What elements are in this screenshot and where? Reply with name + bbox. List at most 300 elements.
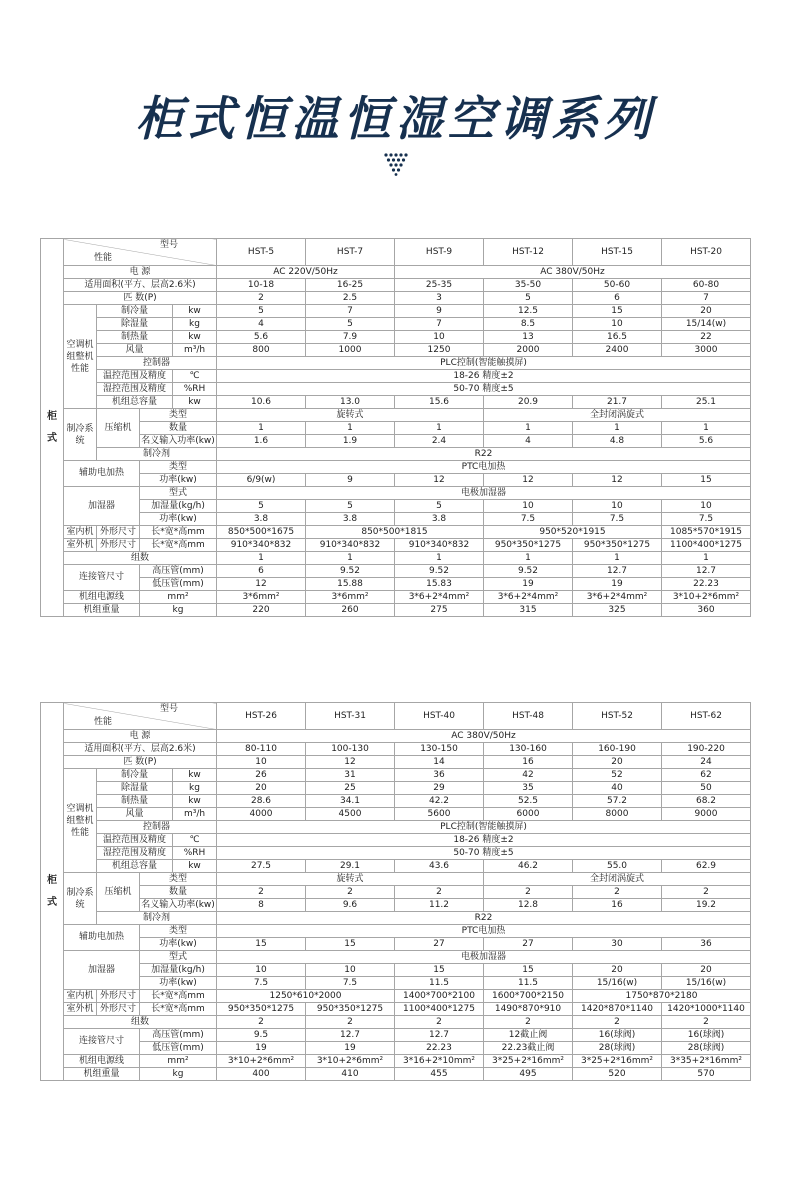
ac-unit-label: 空调机组整机性能	[64, 305, 97, 409]
hp-value: 7	[662, 292, 751, 305]
hp-pipe-value: 12.7	[306, 1029, 395, 1042]
total-capacity-value: 62.9	[662, 860, 751, 873]
heater-power-value: 9	[306, 474, 395, 487]
controller-value: PLC控制(智能触摸屏)	[217, 357, 751, 370]
lp-pipe-value: 22.23	[662, 578, 751, 591]
cooling-value: 12.5	[484, 305, 573, 318]
outdoor-size-value: 1420*1000*1140	[662, 1003, 751, 1016]
weight-value: 315	[484, 604, 573, 617]
total-capacity-value: 29.1	[306, 860, 395, 873]
heating-value: 5.6	[217, 331, 306, 344]
compressor-qty-value: 1	[484, 422, 573, 435]
rated-power-label: 名义输入功率(kw)	[141, 435, 215, 446]
total-capacity-value: 10.6	[217, 396, 306, 409]
unit-label: mm²	[140, 1055, 217, 1068]
qty-label: 数量	[140, 422, 217, 435]
weight-value: 260	[306, 604, 395, 617]
refrigerant-value: R22	[217, 912, 751, 925]
weight-value: 400	[217, 1068, 306, 1081]
heater-power-value: 12	[395, 474, 484, 487]
cable-value: 3*25+2*16mm²	[484, 1055, 573, 1068]
unit-label: kg	[140, 1068, 217, 1081]
airflow-value: 2400	[573, 344, 662, 357]
dehumidify-value: 40	[573, 782, 662, 795]
indoor-size-value: 1400*700*2100	[395, 990, 484, 1003]
hum-amount-value: 5	[395, 500, 484, 513]
heating-value: 7.9	[306, 331, 395, 344]
indoor-size-value: 1085*570*1915	[662, 526, 751, 539]
groups-label: 组数	[64, 552, 217, 565]
total-label: 机组总容量	[97, 396, 173, 409]
spec-table-2	[40, 702, 751, 1081]
outdoor-size-value: 950*350*1275	[217, 1003, 306, 1016]
groups-value: 2	[662, 1016, 751, 1029]
unit-label: %RH	[173, 847, 217, 860]
total-capacity-value: 46.2	[484, 860, 573, 873]
cable-label: 机组电源线	[64, 591, 140, 604]
hum-amount-value: 15	[395, 964, 484, 977]
heating-value: 52.5	[484, 795, 573, 808]
cable-label: 机组电源线	[64, 1055, 140, 1068]
airflow-value: 6000	[484, 808, 573, 821]
hp-label: 匹 数(P)	[64, 292, 217, 305]
hum-power-value: 11.5	[484, 977, 573, 990]
heating-value: 34.1	[306, 795, 395, 808]
hp-pipe-value: 6	[217, 565, 306, 578]
unit-label: kg	[140, 604, 217, 617]
cable-value: 3*10+2*6mm²	[306, 1055, 395, 1068]
compressor-qty-value: 2	[573, 886, 662, 899]
hp-pipe-value: 12截止阀	[484, 1029, 573, 1042]
cable-value: 3*6mm²	[306, 591, 395, 604]
model-header: HST-20	[662, 239, 751, 266]
power-label: 电 源	[64, 266, 217, 279]
dehum-label: 除湿量	[97, 782, 173, 795]
cable-value: 3*10+2*6mm²	[662, 591, 751, 604]
humidifier-label: 加湿器	[64, 951, 140, 990]
groups-value: 1	[395, 552, 484, 565]
dehumidify-value: 4	[217, 318, 306, 331]
ac-unit-label: 空调机组整机性能	[64, 769, 97, 873]
cable-value: 3*35+2*16mm²	[662, 1055, 751, 1068]
heating-value: 28.6	[217, 795, 306, 808]
pipe-label: 连接管尺寸	[64, 565, 140, 591]
unit-label: kw	[173, 396, 217, 409]
cooling-value: 36	[395, 769, 484, 782]
hp-value: 2	[217, 292, 306, 305]
hp-pipe-label: 高压管(mm)	[140, 1029, 217, 1042]
unit-label: kw	[173, 769, 217, 782]
refrigerant-value: R22	[217, 448, 751, 461]
cable-value: 3*6mm²	[217, 591, 306, 604]
hp-label: 匹 数(P)	[64, 756, 217, 769]
total-capacity-value: 20.9	[484, 396, 573, 409]
airflow-value: 4000	[217, 808, 306, 821]
hp-pipe-value: 9.5	[217, 1029, 306, 1042]
airflow-value: 1000	[306, 344, 395, 357]
hum-amount-value: 10	[573, 500, 662, 513]
airflow-value: 4500	[306, 808, 395, 821]
cable-value: 3*25+2*16mm²	[573, 1055, 662, 1068]
groups-value: 1	[484, 552, 573, 565]
hum-label: 湿控范围及精度	[97, 383, 173, 396]
cool-label: 制冷量	[97, 305, 173, 318]
qty-label: 数量	[140, 886, 217, 899]
weight-label: 机组重量	[64, 604, 140, 617]
total-capacity-value: 13.0	[306, 396, 395, 409]
compressor-label: 压缩机	[97, 873, 140, 912]
lwh-label: 长*宽*高mm	[140, 539, 217, 552]
heater-power-value: 15	[217, 938, 306, 951]
total-capacity-value: 21.7	[573, 396, 662, 409]
weight-label: 机组重量	[64, 1068, 140, 1081]
form-label: 型式	[140, 951, 217, 964]
air-label: 风量	[97, 344, 173, 357]
groups-value: 2	[484, 1016, 573, 1029]
heating-value: 10	[395, 331, 484, 344]
cooling-value: 5	[217, 305, 306, 318]
groups-value: 1	[662, 552, 751, 565]
model-header: HST-5	[217, 239, 306, 266]
hp-value: 6	[573, 292, 662, 305]
unit-label: mm²	[140, 591, 217, 604]
model-label: 型号	[159, 240, 178, 250]
area-value: 130-150	[395, 743, 484, 756]
model-header: HST-7	[306, 239, 395, 266]
unit-label: kw	[173, 860, 217, 873]
cabinet-label: 柜 式	[41, 239, 64, 617]
aux-heat-label: 辅助电加热	[64, 925, 140, 951]
heater-power-value: 6/9(w)	[217, 474, 306, 487]
unit-label: kg	[173, 318, 217, 331]
humidifier-type-value: 电极加湿器	[217, 951, 751, 964]
outdoor-size-value: 1420*870*1140	[573, 1003, 662, 1016]
hum-power-value: 15/16(w)	[573, 977, 662, 990]
air-label: 风量	[97, 808, 173, 821]
dehumidify-value: 25	[306, 782, 395, 795]
hum-amount-value: 5	[306, 500, 395, 513]
hum-power-value: 7.5	[573, 513, 662, 526]
groups-value: 1	[306, 552, 395, 565]
model-header: HST-62	[662, 703, 751, 730]
size-label: 外形尺寸	[97, 539, 140, 552]
hum-amount-label: 加湿量(kg/h)	[140, 500, 217, 513]
groups-value: 2	[217, 1016, 306, 1029]
hp-pipe-value: 16(球阀)	[573, 1029, 662, 1042]
airflow-value: 1250	[395, 344, 484, 357]
dehumidify-value: 50	[662, 782, 751, 795]
power-kw-label: 功率(kw)	[140, 513, 217, 526]
heater-power-value: 12	[573, 474, 662, 487]
hp-pipe-value: 12.7	[395, 1029, 484, 1042]
hp-value: 5	[484, 292, 573, 305]
rated-power-label: 名义输入功率(kw)	[141, 899, 215, 910]
lp-pipe-value: 22.23	[395, 1042, 484, 1055]
hum-power-value: 3.8	[217, 513, 306, 526]
compressor-power-value: 4.8	[573, 435, 662, 448]
area-value: 35-50	[484, 279, 573, 292]
groups-value: 2	[573, 1016, 662, 1029]
hum-power-value: 7.5	[662, 513, 751, 526]
total-capacity-value: 15.6	[395, 396, 484, 409]
hp-value: 24	[662, 756, 751, 769]
model-header: HST-15	[573, 239, 662, 266]
performance-label: 性能	[94, 717, 113, 727]
area-label: 适用面积(平方、层高2.6米)	[64, 279, 217, 292]
compressor-qty-value: 2	[395, 886, 484, 899]
compressor-qty-value: 2	[662, 886, 751, 899]
compressor-power-value: 9.6	[306, 899, 395, 912]
lp-pipe-value: 15.83	[395, 578, 484, 591]
compressor-type: 旋转式	[217, 409, 484, 422]
heater-power-value: 27	[395, 938, 484, 951]
humidifier-label: 加湿器	[64, 487, 140, 526]
outdoor-label: 室外机	[64, 1003, 97, 1016]
indoor-size-value: 1250*610*2000	[217, 990, 395, 1003]
hum-amount-value: 10	[662, 500, 751, 513]
airflow-value: 5600	[395, 808, 484, 821]
heating-value: 16.5	[573, 331, 662, 344]
unit-label: kw	[173, 305, 217, 318]
dehumidify-value: 35	[484, 782, 573, 795]
cooling-value: 42	[484, 769, 573, 782]
total-label: 机组总容量	[97, 860, 173, 873]
lp-pipe-value: 15.88	[306, 578, 395, 591]
outdoor-size-value: 950*350*1275	[573, 539, 662, 552]
power-label: 电 源	[64, 730, 217, 743]
heater-type-value: PTC电加热	[217, 461, 751, 474]
compressor-type: 全封闭涡旋式	[484, 873, 751, 886]
type-label: 类型	[140, 873, 217, 886]
hp-value: 20	[573, 756, 662, 769]
total-capacity-value: 27.5	[217, 860, 306, 873]
lwh-label: 长*宽*高mm	[140, 526, 217, 539]
area-value: 160-190	[573, 743, 662, 756]
dehumidify-value: 5	[306, 318, 395, 331]
refrigerant-label: 制冷剂	[97, 448, 217, 461]
hp-pipe-value: 16(球阀)	[662, 1029, 751, 1042]
header-diagonal-cell	[64, 239, 217, 266]
model-header: HST-52	[573, 703, 662, 730]
hum-power-value: 11.5	[395, 977, 484, 990]
power-value: AC 220V/50Hz	[217, 266, 395, 279]
compressor-power-value: 1.6	[217, 435, 306, 448]
model-label: 型号	[159, 704, 178, 714]
hum-amount-value: 10	[217, 964, 306, 977]
weight-value: 495	[484, 1068, 573, 1081]
hum-amount-value: 20	[662, 964, 751, 977]
power-value: AC 380V/50Hz	[217, 730, 751, 743]
compressor-power-value: 4	[484, 435, 573, 448]
hum-amount-value: 10	[484, 500, 573, 513]
heat-label: 制热量	[97, 331, 173, 344]
model-header: HST-48	[484, 703, 573, 730]
hp-value: 2.5	[306, 292, 395, 305]
lp-pipe-value: 12	[217, 578, 306, 591]
weight-value: 455	[395, 1068, 484, 1081]
dehumidify-value: 8.5	[484, 318, 573, 331]
hp-pipe-value: 9.52	[484, 565, 573, 578]
power-kw-label: 功率(kw)	[140, 474, 217, 487]
indoor-size-value: 950*520*1915	[484, 526, 662, 539]
groups-value: 2	[395, 1016, 484, 1029]
total-capacity-value: 55.0	[573, 860, 662, 873]
area-value: 50-60	[573, 279, 662, 292]
outdoor-label: 室外机	[64, 539, 97, 552]
model-header: HST-9	[395, 239, 484, 266]
lp-pipe-value: 22.23截止阀	[484, 1042, 573, 1055]
lp-pipe-value: 19	[484, 578, 573, 591]
airflow-value: 9000	[662, 808, 751, 821]
lwh-label: 长*宽*高mm	[140, 1003, 217, 1016]
area-value: 16-25	[306, 279, 395, 292]
hum-amount-value: 10	[306, 964, 395, 977]
unit-label: m³/h	[173, 808, 217, 821]
temp-value: 18-26 精度±2	[217, 834, 751, 847]
compressor-power-value: 2.4	[395, 435, 484, 448]
lwh-label: 长*宽*高mm	[140, 990, 217, 1003]
indoor-size-value: 850*500*1815	[306, 526, 484, 539]
cooling-value: 52	[573, 769, 662, 782]
hp-pipe-value: 9.52	[306, 565, 395, 578]
hp-value: 12	[306, 756, 395, 769]
compressor-qty-value: 2	[217, 886, 306, 899]
cooling-value: 7	[306, 305, 395, 318]
weight-value: 410	[306, 1068, 395, 1081]
model-header: HST-31	[306, 703, 395, 730]
outdoor-size-value: 950*350*1275	[306, 1003, 395, 1016]
unit-label: kg	[173, 782, 217, 795]
size-label: 外形尺寸	[97, 526, 140, 539]
compressor-label: 压缩机	[97, 409, 140, 448]
hp-value: 3	[395, 292, 484, 305]
weight-value: 570	[662, 1068, 751, 1081]
heater-power-value: 15	[662, 474, 751, 487]
model-header: HST-26	[217, 703, 306, 730]
size-label: 外形尺寸	[97, 990, 140, 1003]
lp-pipe-value: 19	[217, 1042, 306, 1055]
lp-pipe-value: 28(球阀)	[573, 1042, 662, 1055]
model-header: HST-12	[484, 239, 573, 266]
controller-label: 控制器	[97, 821, 217, 834]
outdoor-size-value: 950*350*1275	[484, 539, 573, 552]
type-label: 类型	[140, 925, 217, 938]
hum-power-value: 3.8	[395, 513, 484, 526]
hum-label: 湿控范围及精度	[97, 847, 173, 860]
weight-value: 520	[573, 1068, 662, 1081]
cool-label: 制冷量	[97, 769, 173, 782]
heater-power-value: 36	[662, 938, 751, 951]
lp-pipe-value: 28(球阀)	[662, 1042, 751, 1055]
compressor-power-value: 19.2	[662, 899, 751, 912]
compressor-qty-value: 1	[395, 422, 484, 435]
cable-value: 3*16+2*10mm²	[395, 1055, 484, 1068]
lp-pipe-value: 19	[573, 578, 662, 591]
power-kw-label: 功率(kw)	[140, 938, 217, 951]
outdoor-size-value: 1100*400*1275	[395, 1003, 484, 1016]
indoor-size-value: 1600*700*2150	[484, 990, 573, 1003]
airflow-value: 8000	[573, 808, 662, 821]
cabinet-label: 柜 式	[41, 703, 64, 1081]
heating-value: 13	[484, 331, 573, 344]
cable-value: 3*6+2*4mm²	[395, 591, 484, 604]
hum-amount-label: 加湿量(kg/h)	[140, 964, 217, 977]
lp-pipe-label: 低压管(mm)	[140, 1042, 217, 1055]
humidifier-type-value: 电极加湿器	[217, 487, 751, 500]
heater-power-value: 12	[484, 474, 573, 487]
hp-value: 10	[217, 756, 306, 769]
cooling-value: 9	[395, 305, 484, 318]
spec-table-1	[40, 238, 751, 617]
weight-value: 360	[662, 604, 751, 617]
compressor-type: 旋转式	[217, 873, 484, 886]
outdoor-size-value: 910*340*832	[217, 539, 306, 552]
pipe-label: 连接管尺寸	[64, 1029, 140, 1055]
weight-value: 220	[217, 604, 306, 617]
unit-label: ℃	[173, 834, 217, 847]
indoor-label: 室内机	[64, 990, 97, 1003]
dehumidify-value: 15/14(w)	[662, 318, 751, 331]
hum-amount-value: 5	[217, 500, 306, 513]
area-value: 190-220	[662, 743, 751, 756]
power-kw-label: 功率(kw)	[140, 977, 217, 990]
area-value: 130-160	[484, 743, 573, 756]
groups-label: 组数	[64, 1016, 217, 1029]
hum-power-value: 3.8	[306, 513, 395, 526]
outdoor-size-value: 1490*870*910	[484, 1003, 573, 1016]
dehumidify-value: 7	[395, 318, 484, 331]
hum-power-value: 7.5	[484, 513, 573, 526]
airflow-value: 3000	[662, 344, 751, 357]
unit-label: m³/h	[173, 344, 217, 357]
temp-label: 温控范围及精度	[97, 370, 173, 383]
unit-label: ℃	[173, 370, 217, 383]
weight-value: 275	[395, 604, 484, 617]
dehumidify-value: 10	[573, 318, 662, 331]
compressor-qty-value: 2	[306, 886, 395, 899]
indoor-size-value: 850*500*1675	[217, 526, 306, 539]
outdoor-size-value: 1100*400*1275	[662, 539, 751, 552]
area-value: 10-18	[217, 279, 306, 292]
heating-value: 42.2	[395, 795, 484, 808]
heating-value: 68.2	[662, 795, 751, 808]
dehumidify-value: 29	[395, 782, 484, 795]
airflow-value: 800	[217, 344, 306, 357]
hp-value: 14	[395, 756, 484, 769]
page-title: 柜式恒温恒湿空调系列	[135, 92, 656, 147]
unit-label: kw	[173, 795, 217, 808]
hum-value: 50-70 精度±5	[217, 847, 751, 860]
groups-value: 1	[217, 552, 306, 565]
indoor-size-value: 1750*870*2180	[573, 990, 751, 1003]
aux-heat-label: 辅助电加热	[64, 461, 140, 487]
cable-value: 3*6+2*4mm²	[484, 591, 573, 604]
groups-value: 2	[306, 1016, 395, 1029]
compressor-power-value: 16	[573, 899, 662, 912]
cooling-value: 62	[662, 769, 751, 782]
cooling-value: 20	[662, 305, 751, 318]
hp-pipe-value: 9.52	[395, 565, 484, 578]
area-label: 适用面积(平方、层高2.6米)	[64, 743, 217, 756]
compressor-power-value: 11.2	[395, 899, 484, 912]
hum-amount-value: 20	[573, 964, 662, 977]
size-label: 外形尺寸	[97, 1003, 140, 1016]
hum-power-value: 7.5	[306, 977, 395, 990]
compressor-power-value: 8	[217, 899, 306, 912]
area-value: 100-130	[306, 743, 395, 756]
heating-value: 22	[662, 331, 751, 344]
cooling-value: 31	[306, 769, 395, 782]
